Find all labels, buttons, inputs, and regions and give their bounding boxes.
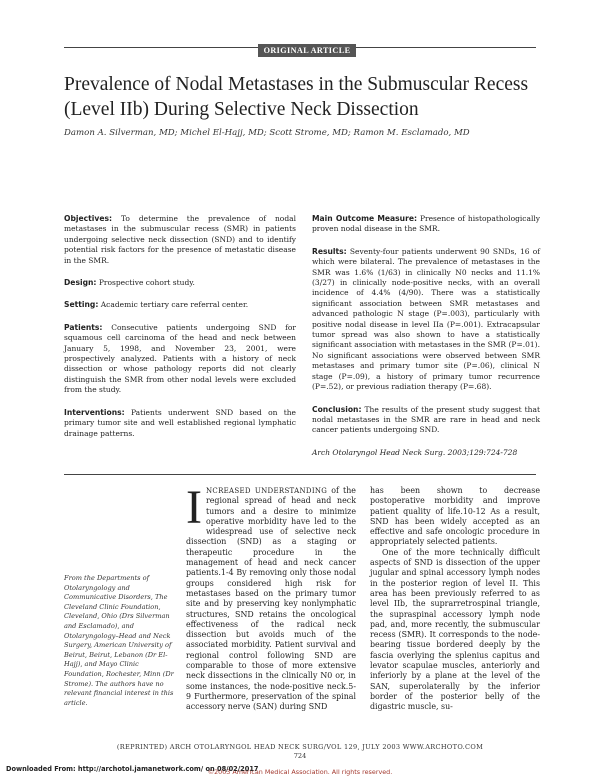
abstract-heading: Conclusion: [312,404,362,414]
abstract-heading: Setting: [64,300,99,310]
abstract-text: Presence of histopathologically proven nodal disease in the SMR. [312,214,540,234]
footer-page-number: 724 [293,752,307,760]
abstract-patients [64,323,296,396]
abstract-heading: Interventions: [64,407,125,417]
body-text: of the regional spread of head and neck tumors and a desire to minimize operative morbidity have led to the widespread use of selective neck dissection (SND) as a staging or therapeutic procedure in the management of head and neck cancer patients.1-4 By removing only those nodal groups considered high risk for metastases based on the primary tumor site and by preserving key nonlymphatic structures, SND retains the oncological effectiveness of the radical neck dissection but avoids much of the associated morbidity. Patient survival and regional control following SND are comparable to those of more extensive neck dissections in the clinically N0 or, in some instances, the node-positive neck.5-9 Furthermore, preservation of the spinal accessory nerve (SAN) during SND [186,486,356,712]
abstract-text: Seventy-four patients underwent 90 SNDs, 16 of which were bilateral. The prevalence of metastases in the SMR was 1.6% (1/63) in clinically N0 necks and 11.1% (3/27) in clinically node-positive necks, with an overall incidence of 4.4% (4/90). There was a statistically significant association between SMR metastases and advanced pathologic N stage (P=.003), particularly with positive nodal disease in level IIa (P=.001). Extracapsular tumor spread was also shown to have a statistically significant association with metastases in the SMR (P=.01). No significant associations were observed between SMR metastases and primary tumor site (P=.06), clinical N stage (P=.09), a history of primary tumor recurrence (P=.52), or previous radiation therapy (P=.68). [312,246,540,392]
abstract-heading: Objectives: [64,214,113,223]
body-column-1 [186,481,356,713]
footer-journal-line: (REPRINTED) ARCH OTOLARYNGOL HEAD NECK SURG/VOL 129, JULY 2003 WWW.ARCHOTO.COM [116,743,484,751]
abstract-heading: Design: [64,278,97,288]
lead-in-smallcaps: NCREASED UNDERSTANDING [205,487,328,495]
abstract-text: Patients underwent SND based on the primary tumor site and well established regional lymphatic drainage patterns. [64,407,296,438]
abstract-objectives [64,214,296,266]
abstract-conclusion [312,405,540,436]
download-note: Downloaded From: http://archotol.jamanetwork.com/ on 08/02/2017 [6,765,259,773]
body-paragraph [186,481,356,713]
abstract-citation: Arch Otolaryngol Head Neck Surg. 2003;129:724-728 [312,447,518,457]
abstract-setting [64,300,296,310]
abstract-right-column [312,214,540,470]
abstract-divider [64,474,536,475]
article-title: Prevalence of Nodal Metastases in the Submuscular Recess (Level IIb) During Selective Neck Dissection [64,74,529,120]
abstract-left-column [64,214,296,451]
body-paragraph: One of the more technically difficult aspects of SND is dissection of the upper jugular and spinal accessory lymph nodes in the posterior region of level II. This area has been previously referred to as level IIb, the suprarretrospinal triangle, the supraspinal accessory lymph node pad, and, more recently, the submuscular recess (SMR). It corresponds to the node-bearing tissue bordered deeply by the fascia overlying the splenius capitus and levator scapulae muscles, anteriorly and inferiorly by a plane at the level of the SAN, superolaterally by the inferior border of the posterior belly of the digastric muscle, su- [370,547,540,712]
abstract-text: Prospective cohort study. [98,278,195,288]
abstract-text: To determine the prevalence of nodal metastases in the submuscular recess (SMR) in patients undergoing selective neck dissection (SND) and to identify potential risk factors for the presence of metastatic disease in the SMR. [64,214,296,265]
abstract-interventions [64,408,296,439]
author-list: Damon A. Silverman, MD; Michel El-Hajj, MD; Scott Strome, MD; Ramon M. Esclamado, MD [64,128,470,138]
abstract-design [64,278,296,288]
body-paragraph: has been shown to decrease postoperative morbidity and improve patient quality of life.10-12 As a result, SND has been widely accepted as an effective and safe oncologic procedure in appropriately selected patients. [370,486,540,547]
abstract-text: Academic tertiary care referral center. [100,300,249,310]
abstract-text: Consecutive patients undergoing SND for squamous cell carcinoma of the head and neck between January 5, 1998, and November 23, 2001, were prospectively analyzed. Patients with a history of neck dissection or whose pathology reports did not clearly distinguish the SMR from other nodal levels were excluded from the study. [64,322,296,395]
author-affiliations: From the Departments of Otolaryngology and Communicative Disorders, The Cleveland Clinic Foundation, Cleveland, Ohio (Drs Silverman and Esclamado), and Otolaryngology–Head and Neck Surgery, American University of Beirut, Beirut, Lebanon (Dr El-Hajj), and Mayo Clinic Foundation, Rochester, Minn (Dr Strome). The authors have no relevant financial interest in this article. [64,574,174,707]
abstract-heading: Patients: [64,322,103,332]
footer-copyright: ©2003 American Medical Association. All rights reserved. [207,768,393,776]
abstract-text: The results of the present study suggest that nodal metastases in the SMR are rare in head and neck cancer patients undergoing SND. [312,404,540,435]
abstract-results [312,247,540,393]
abstract-main-outcome [312,214,540,235]
abstract-heading: Results: [312,246,347,256]
section-label: ORIGINAL ARTICLE [258,44,356,57]
body-column-2 [370,486,540,713]
abstract-heading: Main Outcome Measure: [312,214,418,223]
drop-cap: I [186,481,202,534]
